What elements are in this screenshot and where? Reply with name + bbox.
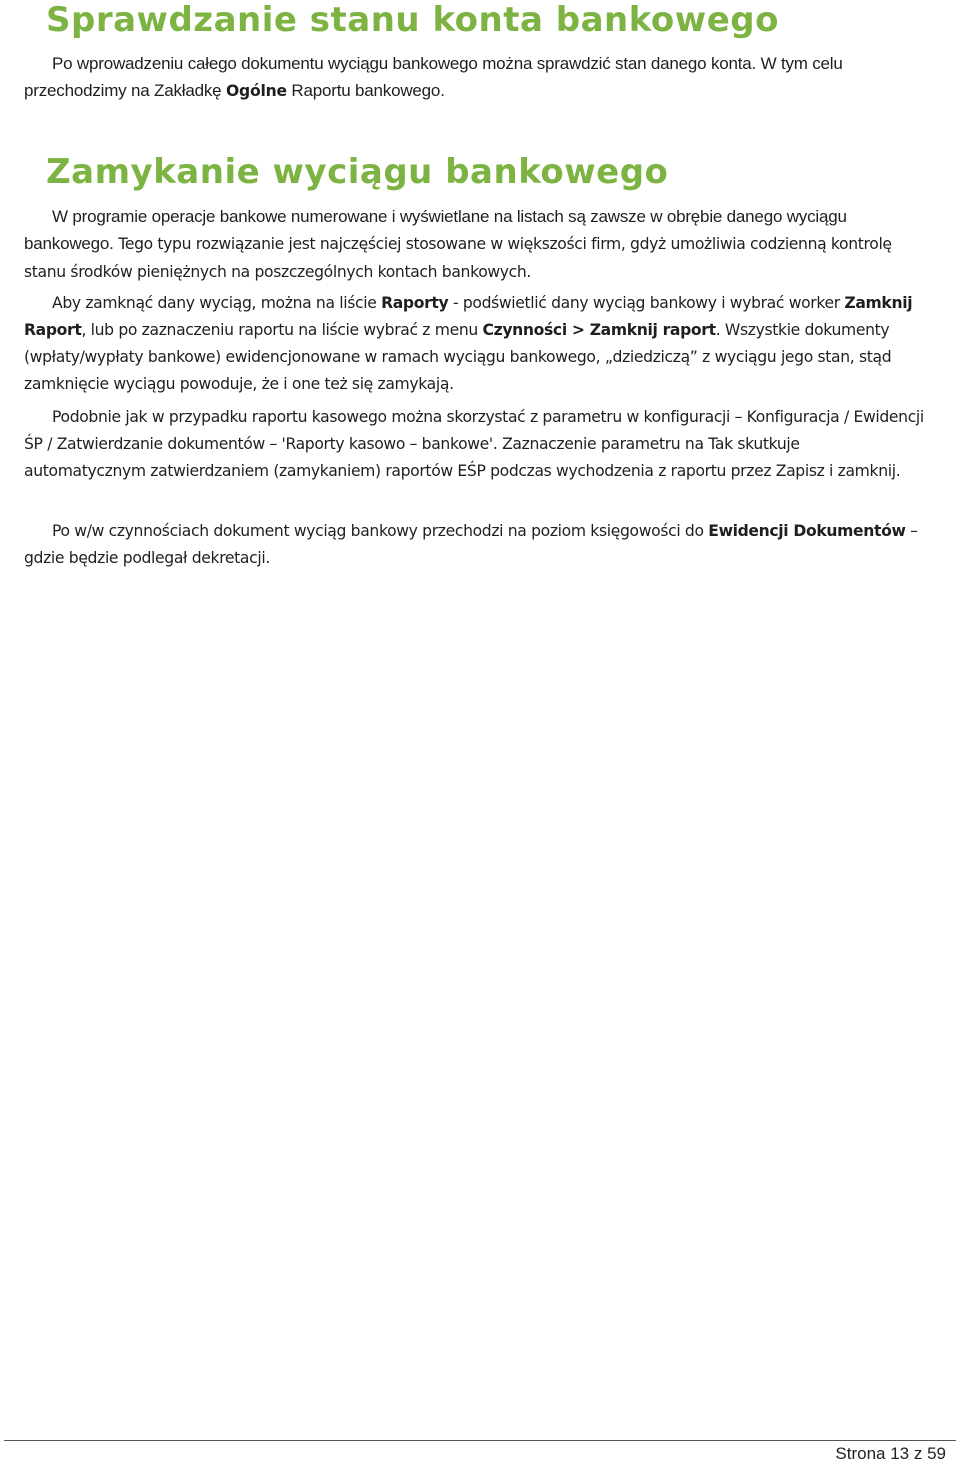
text-run: Po wprowadzeniu całego dokumentu wyciągu bankowego można sprawdzić stan danego konta. W tym celu przechodzimy na Zakładkę — [24, 54, 843, 100]
paragraph-accounting — [24, 518, 924, 572]
paragraph-intro — [24, 203, 924, 286]
footer-divider — [4, 1440, 956, 1441]
text-run: W programie operacje bankowe numerowane i wyświetlane na listach są zawsze w obrębie danego wyciągu bankowego. — [24, 207, 847, 253]
heading-account-status: Sprawdzanie stanu konta bankowego — [46, 0, 779, 40]
bold-zamknij-raport: Zamknij Raport — [24, 294, 913, 339]
text-run: - podświetlić dany wyciąg bankowy i wybrać worker — [448, 294, 845, 312]
text-run: – gdzie będzie podlegał dekretacji. — [24, 522, 918, 567]
bold-tab-ogolne: Ogólne — [225, 82, 287, 100]
page-number: Strona 13 z 59 — [835, 1444, 946, 1463]
heading-closing-statement: Zamykanie wyciągu bankowego — [46, 152, 669, 192]
paragraph-how-to-close — [24, 290, 924, 398]
text-run: Podobnie jak w przypadku raportu kasowego można skorzystać z parametru w konfiguracji – Konfiguracja / Ewidencji ŚP / Zatwierdzanie dokumentów – 'Raporty kasowo – bankowe'. Zaznaczenie parametru na Tak skutkuje automatycznym zatwierdzaniem (zamykaniem) raportów EŚP podczas wychodzenia z raportu przez Zapisz i zamknij. — [24, 408, 924, 480]
bold-raporty: Raporty — [381, 294, 449, 312]
text-run: Po w/w czynnościach dokument wyciąg bankowy przechodzi na poziom księgowości do — [52, 522, 709, 540]
bold-ewidencji-dokumentow: Ewidencji Dokumentów — [708, 522, 906, 540]
text-run: Aby zamknąć dany wyciąg, można na liście — [52, 294, 382, 312]
text-run: Raportu bankowego. — [286, 81, 445, 100]
paragraph-configuration — [24, 404, 924, 485]
text-run: . Wszystkie dokumenty (wpłaty/wypłaty bankowe) ewidencjonowane w ramach wyciągu bankowego, „dziedziczą” z wyciągu jego stan, stąd zamknięcie wyciągu powoduje, że i one też się zamykają. — [24, 321, 892, 393]
text-run: Tego typu rozwiązanie jest najczęściej stosowane w większości firm, gdyż umożliwia codzienną kontrolę stanu środków pieniężnych na poszczególnych kontach bankowych. — [24, 235, 892, 281]
text-run: , lub po zaznaczeniu raportu na liście wybrać z menu — [81, 321, 483, 339]
paragraph-account-status — [24, 50, 924, 105]
bold-menu-path: Czynności > Zamknij raport — [482, 321, 716, 339]
